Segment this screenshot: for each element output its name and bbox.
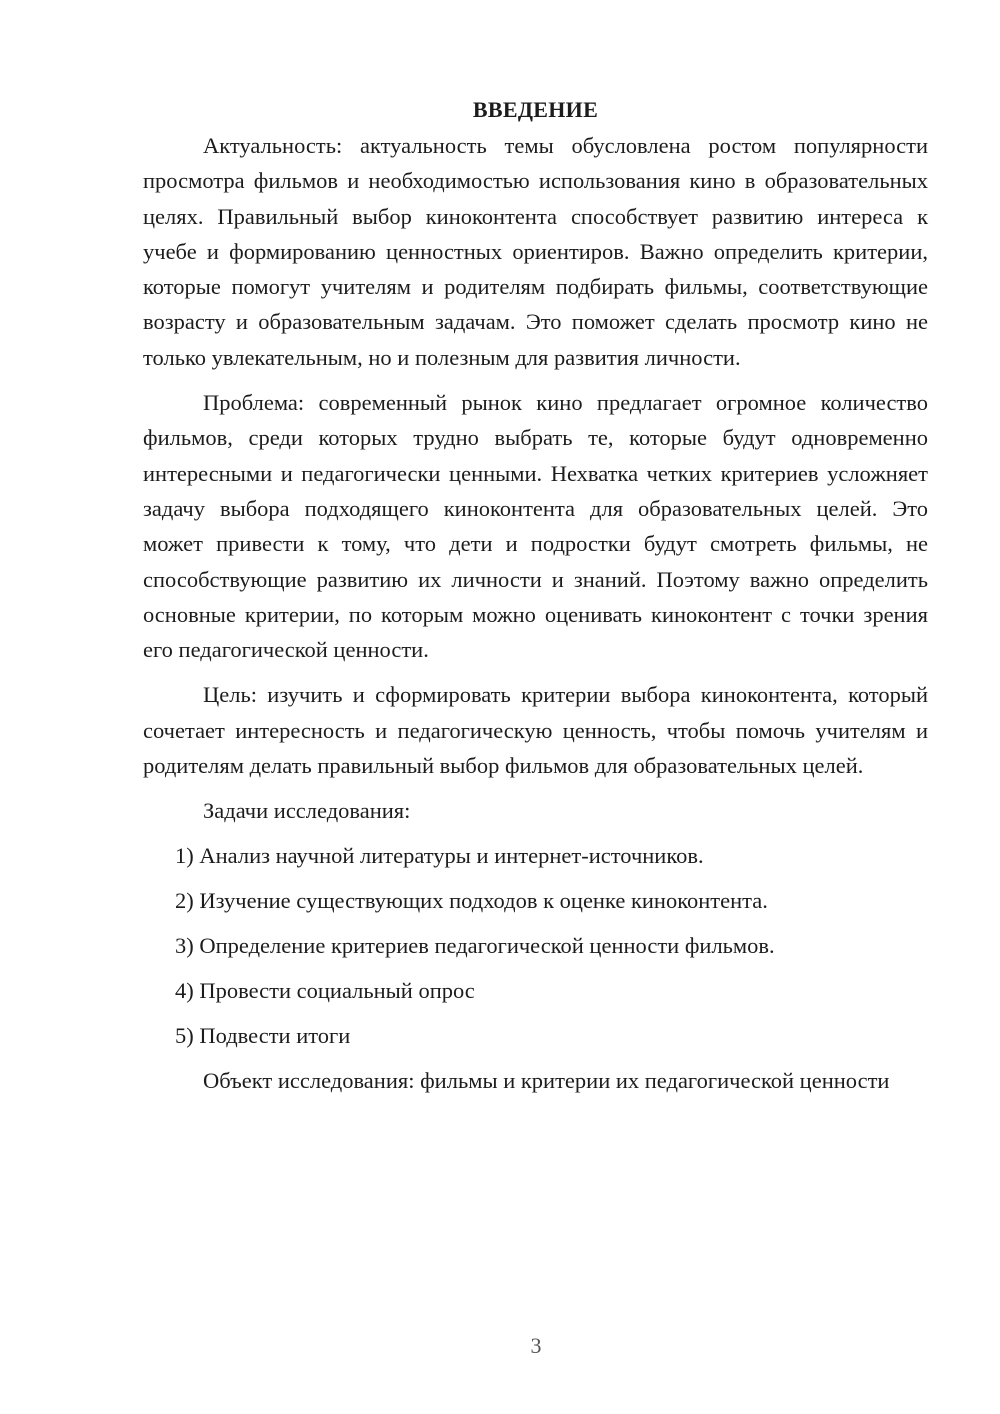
relevance-paragraph: Актуальность: актуальность темы обусловлена ростом популярности просмотра фильмов и необходимостью использования кино в образовательных целях. Правильный выбор киноконтента способствует развитию интереса к учебе и формированию ценностных ориентиров. Важно определить критерии, которые помогут учителям и родителям подбирать фильмы, соответствующие возрасту и образовательным задачам. Это поможет сделать просмотр кино не только увлекательным, но и полезным для развития личности. bbox=[143, 133, 928, 370]
page-content bbox=[143, 92, 928, 1099]
section-heading: ВВЕДЕНИЕ bbox=[472, 97, 599, 122]
task-item: 4) Провести социальный опрос bbox=[175, 978, 475, 1004]
problem-paragraph: Проблема: современный рынок кино предлагает огромное количество фильмов, среди которых трудно выбрать те, которые будут одновременно интересными и педагогически ценными. Нехватка четких критериев усложняет задачу выбора подходящего киноконтента для образовательных целей. Это может привести к тому, что дети и подростки будут смотреть фильмы, не способствующие развитию их личности и знаний. Поэтому важно определить основные критерии, по которым можно оценивать киноконтент с точки зрения его педагогической ценности. bbox=[143, 390, 928, 663]
task-item: 2) Изучение существующих подходов к оценке киноконтента. bbox=[175, 888, 768, 914]
task-item: 5) Подвести итоги bbox=[175, 1023, 351, 1049]
tasks-list bbox=[143, 838, 928, 1053]
goal-paragraph: Цель: изучить и сформировать критерии выбора киноконтента, который сочетает интересность и педагогическую ценность, чтобы помочь учителям и родителям делать правильный выбор фильмов для образовательных целей. bbox=[143, 682, 928, 779]
tasks-label: Задачи исследования: bbox=[203, 798, 411, 824]
task-item: 1) Анализ научной литературы и интернет-источников. bbox=[175, 843, 704, 869]
page-number: 3 bbox=[530, 1333, 542, 1358]
task-item: 3) Определение критериев педагогической ценности фильмов. bbox=[175, 933, 775, 959]
object-paragraph: Объект исследования: фильмы и критерии их педагогической ценности bbox=[203, 1068, 890, 1094]
